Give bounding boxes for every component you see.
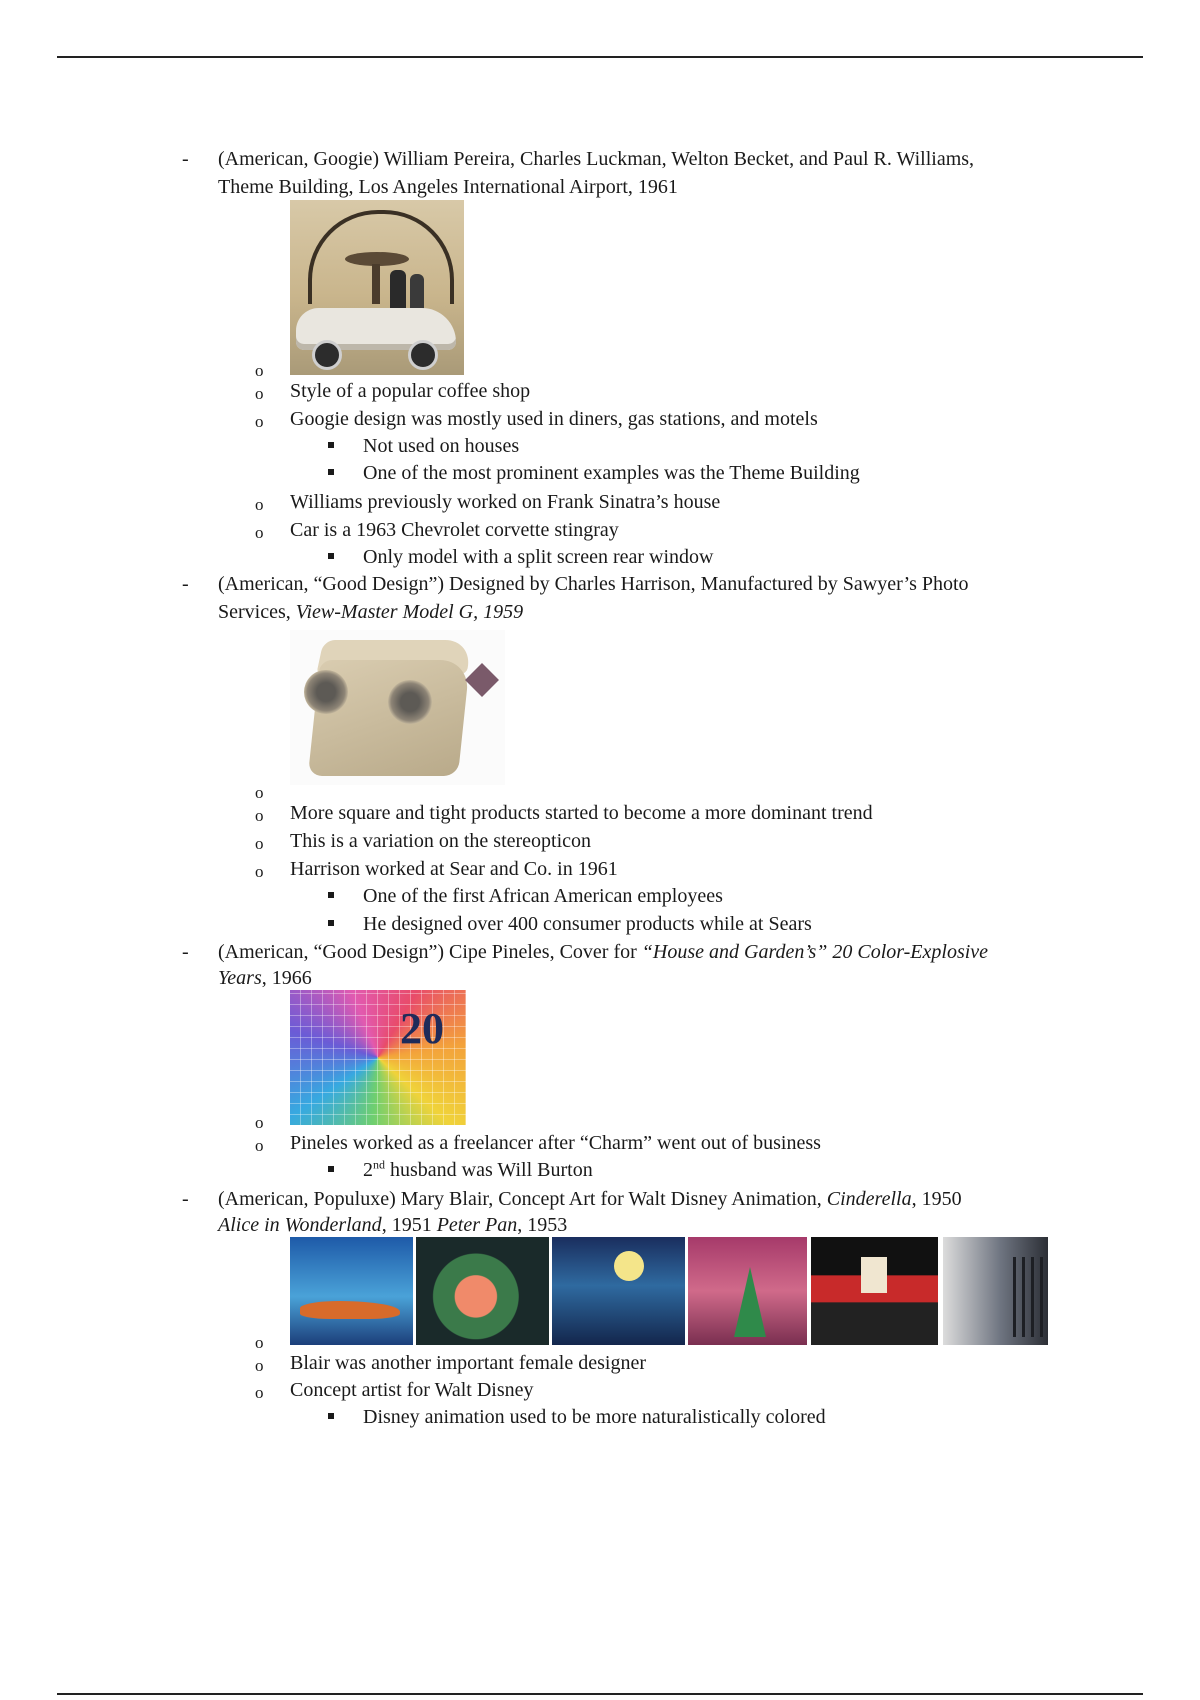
entry-heading: Years, 1966	[218, 967, 312, 989]
square-marker	[328, 1413, 334, 1419]
disney-still-2	[416, 1237, 549, 1345]
dash-marker: -	[182, 573, 189, 595]
list-item: Only model with a split screen rear window	[363, 546, 714, 568]
square-marker	[328, 1166, 334, 1172]
entry-heading: (American, Googie) William Pereira, Charles Luckman, Welton Becket, and Paul R. Williams,	[218, 148, 975, 170]
circle-marker: o	[255, 834, 264, 853]
circle-marker: o	[255, 495, 264, 514]
list-item: One of the most prominent examples was the Theme Building	[363, 462, 860, 484]
circle-marker: o	[255, 1136, 264, 1155]
view-master-photo	[290, 630, 505, 785]
entry-heading: Theme Building, Los Angeles International Airport, 1961	[218, 176, 678, 198]
disney-still-6	[943, 1237, 1048, 1345]
circle-marker: o	[255, 1113, 264, 1132]
circle-marker: o	[255, 862, 264, 881]
cover-number: 20	[400, 1004, 444, 1053]
entry-heading: (American, “Good Design”) Cipe Pineles, Cover for “House and Garden’s” 20 Color-Explosive	[218, 941, 989, 963]
entry-heading: Alice in Wonderland, 1951 Peter Pan, 1953	[218, 1214, 568, 1236]
list-item: Pineles worked as a freelancer after “Charm” went out of business	[290, 1132, 821, 1154]
list-item: Blair was another important female designer	[290, 1352, 646, 1374]
list-item: He designed over 400 consumer products while at Sears	[363, 913, 812, 935]
list-item: Disney animation used to be more naturalistically colored	[363, 1406, 826, 1428]
dash-marker: -	[182, 148, 189, 170]
house-and-garden-cover	[290, 990, 466, 1125]
circle-marker: o	[255, 1356, 264, 1375]
list-item: Williams previously worked on Frank Sinatra’s house	[290, 491, 721, 513]
list-item: Concept artist for Walt Disney	[290, 1379, 534, 1401]
square-marker	[328, 469, 334, 475]
list-item: This is a variation on the stereopticon	[290, 830, 592, 852]
disney-still-5	[811, 1237, 938, 1345]
footer-rule	[57, 1693, 1143, 1695]
circle-marker: o	[255, 1383, 264, 1402]
dash-marker: -	[182, 1188, 189, 1210]
dash-marker: -	[182, 941, 189, 963]
disney-still-1	[290, 1237, 413, 1345]
square-marker	[328, 892, 334, 898]
disney-still-3	[552, 1237, 685, 1345]
square-marker	[328, 442, 334, 448]
entry-heading: Services, View-Master Model G, 1959	[218, 601, 524, 623]
theme-building-photo	[290, 200, 464, 375]
list-item: Style of a popular coffee shop	[290, 380, 531, 402]
list-item: More square and tight products started to become a more dominant trend	[290, 802, 873, 824]
list-item: Car is a 1963 Chevrolet corvette stingray	[290, 519, 619, 541]
list-item: Not used on houses	[363, 435, 520, 457]
circle-marker: o	[255, 384, 264, 403]
circle-marker: o	[255, 783, 264, 802]
disney-still-4	[688, 1237, 807, 1345]
circle-marker: o	[255, 361, 264, 380]
circle-marker: o	[255, 806, 264, 825]
circle-marker: o	[255, 412, 264, 431]
entry-heading: (American, “Good Design”) Designed by Charles Harrison, Manufactured by Sawyer’s Photo	[218, 573, 969, 595]
list-item: One of the first African American employees	[363, 885, 723, 907]
circle-marker: o	[255, 523, 264, 542]
circle-marker: o	[255, 1333, 264, 1352]
list-item: Googie design was mostly used in diners, gas stations, and motels	[290, 408, 818, 430]
list-item: 2nd husband was Will Burton	[363, 1157, 593, 1181]
list-item: Harrison worked at Sear and Co. in 1961	[290, 858, 618, 880]
square-marker	[328, 553, 334, 559]
square-marker	[328, 920, 334, 926]
entry-heading: (American, Populuxe) Mary Blair, Concept Art for Walt Disney Animation, Cinderella, 1950	[218, 1188, 962, 1210]
